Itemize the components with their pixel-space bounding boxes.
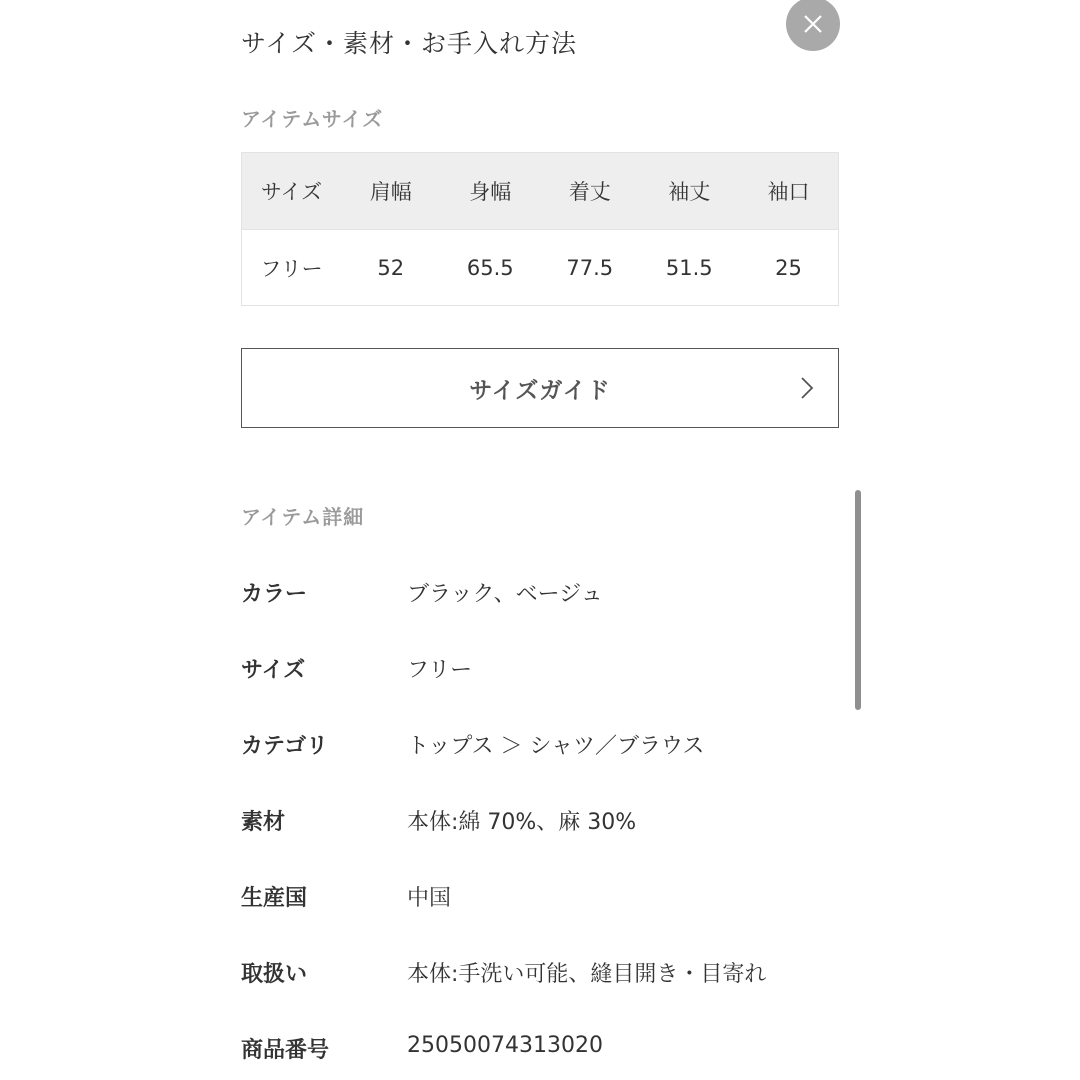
detail-key: サイズ [241, 658, 306, 683]
detail-value: フリー [407, 658, 473, 683]
size-table-header: 袖丈 [640, 153, 740, 230]
size-table-header: 身幅 [441, 153, 541, 230]
close-icon [802, 13, 824, 35]
item-detail-heading: アイテム詳細 [241, 505, 365, 529]
size-table-cell: 65.5 [441, 230, 541, 306]
detail-value: 中国 [407, 886, 452, 911]
detail-value: 25050074313020 [407, 1033, 603, 1058]
size-table-cell: 25 [739, 230, 839, 306]
size-table-cell: 51.5 [640, 230, 740, 306]
size-table-header: 肩幅 [341, 153, 441, 230]
size-table-header: 袖口 [739, 153, 839, 230]
detail-key: カラー [241, 582, 308, 607]
section-title[interactable]: サイズ・素材・お手入れ方法 [241, 29, 578, 58]
detail-key: 生産国 [241, 886, 308, 911]
detail-key: カテゴリ [241, 734, 329, 759]
table-row [242, 230, 839, 306]
size-table-cell: 52 [341, 230, 441, 306]
detail-row-size [241, 653, 841, 683]
size-table-cell: 77.5 [540, 230, 640, 306]
detail-row-color [241, 577, 841, 607]
detail-value: トップス ＞ シャツ／ブラウス [407, 734, 705, 759]
detail-row-country [241, 881, 841, 911]
size-table-header-row [242, 153, 839, 230]
detail-row-material [241, 805, 841, 835]
detail-key: 取扱い [241, 962, 308, 987]
detail-row-care [241, 957, 841, 987]
size-guide-label: サイズガイド [469, 377, 611, 404]
detail-key: 素材 [241, 810, 286, 835]
scrollbar[interactable] [855, 490, 861, 710]
detail-value: 本体:綿 70%、麻 30% [407, 810, 637, 835]
detail-value: 本体:手洗い可能、縫目開き・目寄れ [407, 962, 767, 987]
chevron-right-icon [800, 376, 814, 400]
detail-value: ブラック、ベージュ [407, 582, 603, 607]
size-table-header: サイズ [242, 153, 342, 230]
detail-row-category [241, 729, 841, 759]
detail-key: 商品番号 [241, 1038, 330, 1063]
size-table-header: 着丈 [540, 153, 640, 230]
detail-row-item-number [241, 1033, 841, 1063]
item-size-heading: アイテムサイズ [241, 107, 384, 131]
size-table-cell: フリー [242, 230, 342, 306]
size-guide-button[interactable] [241, 348, 839, 428]
size-table [241, 152, 839, 306]
